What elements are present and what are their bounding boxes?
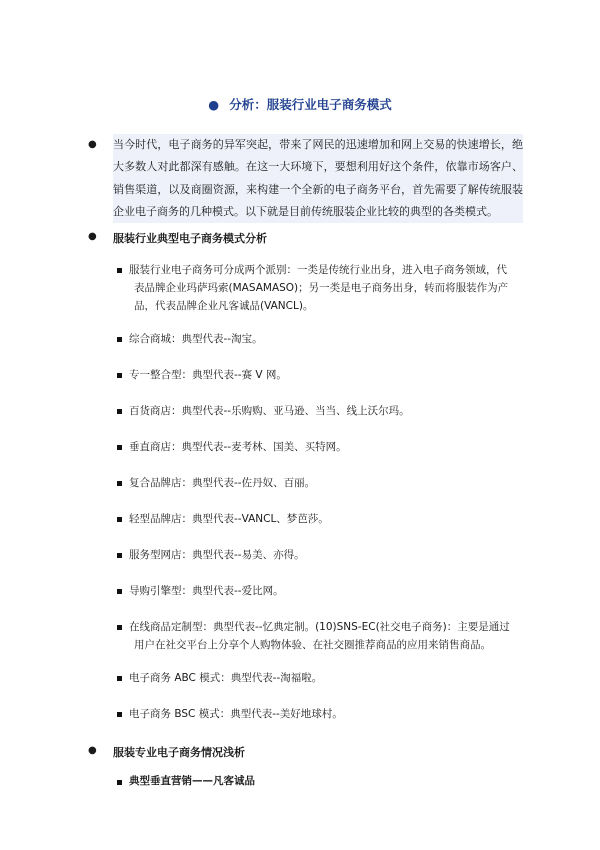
list-item-line: 轻型品牌店：典型代表--VANCL、梦芭莎。 <box>129 513 329 525</box>
list-item-line: 导购引擎型：典型代表--爱比网。 <box>129 585 284 597</box>
list-item-line: 服装行业电子商务可分成两个派别：一类是传统行业出身，进入电子商务领域，代 <box>129 264 507 276</box>
list-item-line: 复合品牌店：典型代表--佐丹奴、百丽。 <box>129 477 316 489</box>
intro-bullet-icon: ● <box>88 139 97 150</box>
square-bullet-icon <box>117 625 122 630</box>
list-item <box>129 438 514 456</box>
square-bullet-icon <box>117 337 122 342</box>
section1-bullet-icon: ● <box>88 231 97 242</box>
title-bullet-icon: ● <box>208 97 220 112</box>
section2-bullet-icon: ● <box>88 745 97 756</box>
square-bullet-icon <box>117 481 122 486</box>
square-bullet-icon <box>117 268 122 273</box>
section2-heading: 服装专业电子商务情况浅析 <box>113 746 245 759</box>
square-bullet-icon <box>117 589 122 594</box>
square-bullet-icon <box>117 445 122 450</box>
list-item-line: 品，代表品牌企业凡客诚品(VANCL)。 <box>134 300 314 312</box>
list-item-line: 电子商务 ABC 模式：典型代表--淘福啦。 <box>129 672 323 684</box>
list-item-line: 垂直商店：典型代表--麦考林、国美、买特网。 <box>129 441 347 453</box>
square-bullet-icon <box>117 553 122 558</box>
list-item <box>129 474 514 492</box>
square-bullet-icon <box>117 712 122 717</box>
square-bullet-icon <box>117 780 122 785</box>
list-item-line: 电子商务 BSC 模式：典型代表--美好地球村。 <box>129 708 343 720</box>
list-item-line: 百货商店：典型代表--乐购购、亚马逊、当当、线上沃尔玛。 <box>129 405 410 417</box>
list-item <box>129 618 514 654</box>
list-item-line: 服务型网店：典型代表--易美、亦得。 <box>129 549 305 561</box>
square-bullet-icon <box>117 373 122 378</box>
list-item-line: 用户在社交平台上分享个人购物体验、在社交圈推荐商品的应用来销售商品。 <box>134 639 491 651</box>
list-item <box>129 582 514 600</box>
list-item <box>129 669 514 687</box>
intro-paragraph: 当今时代，电子商务的异军突起，带来了网民的迅速增加和网上交易的快速增长，绝大多数人对此都深有感触。在这一大环境下，要想利用好这个条件，依靠市场客户、销售渠道，以及商圈资源，来构建一个全新的电子商务平台，首先需要了解传统服装企业电子商务的几种模式。以下就是目前传统服装企业比较的典型的各类模式。 <box>113 134 523 223</box>
title-text: 分析：服装行业电子商务模式 <box>229 97 392 112</box>
list-item <box>129 261 514 315</box>
list-item <box>129 510 514 528</box>
list-item <box>129 330 514 348</box>
page-title <box>0 95 600 113</box>
section1-heading: 服装行业典型电子商务模式分析 <box>113 232 267 245</box>
square-bullet-icon <box>117 676 122 681</box>
list-item-line: 在线商品定制型：典型代表--忆典定制。(10)SNS-EC(社交电子商务)：主要是通过 <box>129 621 510 633</box>
list-item <box>129 402 514 420</box>
section2-sub-heading: 典型垂直营销——凡客诚品 <box>129 775 255 787</box>
square-bullet-icon <box>117 409 122 414</box>
list-item <box>129 546 514 564</box>
list-item-line: 表品牌企业玛萨玛索(MASAMASO)；另一类是电子商务出身，转而将服装作为产 <box>134 282 509 294</box>
square-bullet-icon <box>117 517 122 522</box>
list-item <box>129 366 514 384</box>
list-item-line: 专一整合型：典型代表--赛 V 网。 <box>129 369 287 381</box>
list-item-line: 综合商城：典型代表--淘宝。 <box>129 333 263 345</box>
list-item <box>129 705 514 723</box>
